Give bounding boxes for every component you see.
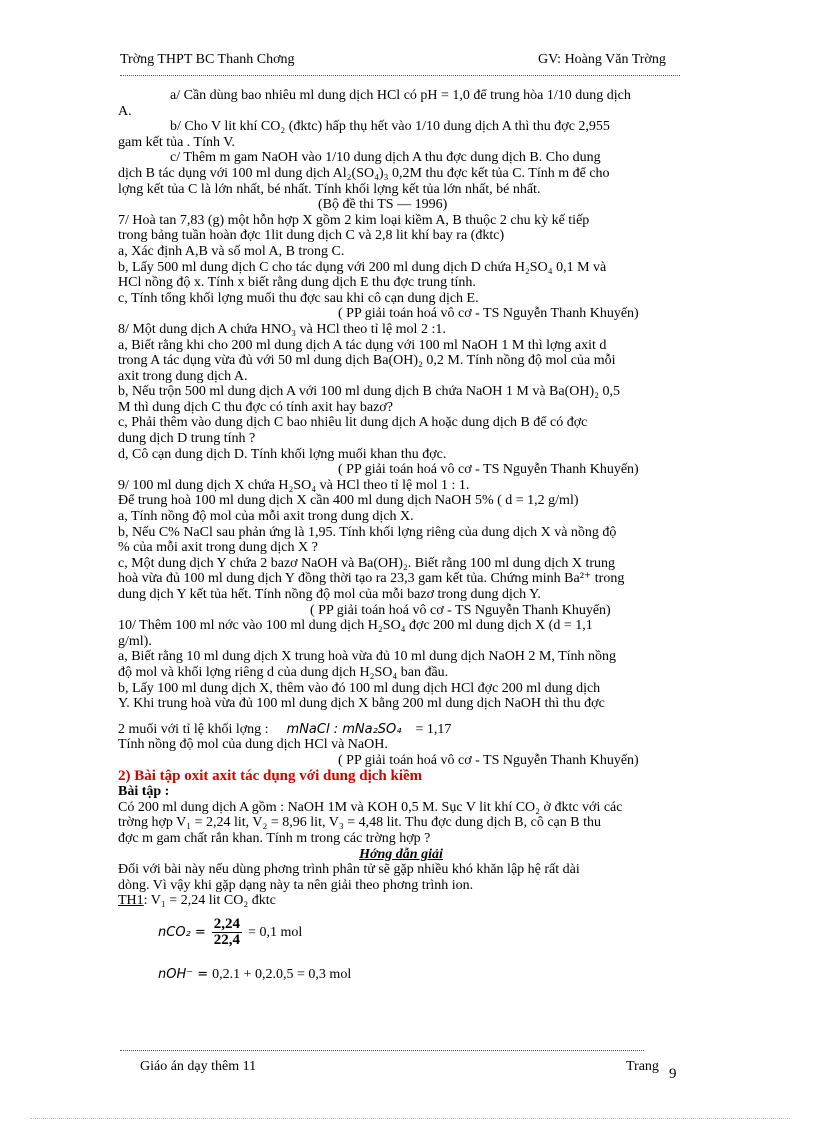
p7-source: ( PP giải toán hoá vô cơ - TS Nguyễn Thanh Khuyến) [338, 306, 639, 322]
p8-c: c, Phải thêm vào dung dịch C bao nhiêu lit dung dịch A hoặc dung dịch B để có đợc [118, 415, 588, 431]
section-2-subtitle: Bài tập : [118, 784, 170, 800]
p8-l1: 8/ Một dung dịch A chứa HNO₃ và HCl theo tỉ lệ mol 2 :1. [118, 321, 446, 337]
page-bottom-edge [30, 1118, 790, 1119]
p8-c2: dung dịch D trung tính ? [118, 431, 256, 447]
formula-nco2-fraction [212, 917, 242, 949]
p9-a: a, Tính nồng độ mol của mỗi axit trong dung dịch X. [118, 509, 414, 525]
formula-noh [158, 967, 684, 983]
p10-ratio-value: = 1,17 [415, 721, 452, 737]
p6-a2: A. [118, 103, 132, 119]
footer-left: Giáo án dạy thêm 11 [140, 1059, 257, 1074]
th1-line [118, 893, 684, 909]
page-number: 9 [669, 1066, 677, 1082]
p7-l2: trong bảng tuần hoàn đợc 1lit dung dịch C và 2,8 lit khí bay ra (đktc) [118, 228, 505, 244]
formula-nco2-rhs: = 0,1 mol [248, 925, 303, 941]
p10-l1: 10/ Thêm 100 ml nớc vào 100 ml dung dịch H₂SO₄ đợc 200 ml dung dịch X (d = 1,1 [118, 618, 593, 634]
p6-c3: lợng kết tủa C là lớn nhất, bé nhất. Tính khối lợng kết tủa lớn nhất, bé nhất. [118, 181, 541, 197]
p6-a: a/ Cần dùng bao nhiêu ml dung dịch HCl có pH = 1,0 để trung hòa 1/10 dung dịch [170, 88, 631, 103]
p7-b: b, Lấy 500 ml dung dịch C cho tác dụng với 200 ml dung dịch D chứa H₂SO₄ 0,1 M và [118, 259, 607, 275]
p9-l2: Để trung hoà 100 ml dung dịch X cần 400 ml dung dịch NaOH 5% ( d = 1,2 g/ml) [118, 493, 579, 509]
p9-c2: hoà vừa đủ 100 ml dung dịch Y đồng thời tạo ra 23,3 gam kết tủa. Chứng minh Ba²⁺ trong [118, 571, 625, 587]
p9-b: b, Nếu C% NaCl sau phản ứng là 1,95. Tính khối lợng riêng của dung dịch X và nồng độ [118, 524, 617, 540]
p10-end: Tính nồng độ mol của dung dịch HCl và NaOH. [118, 737, 388, 753]
s2-l2: trờng hợp V₁ = 2,24 lit, V₂ = 8,96 lit, V₃ = 4,48 lit. Thu đợc dung dịch B, cô cạn B thu [118, 815, 601, 831]
p9-source: ( PP giải toán hoá vô cơ - TS Nguyễn Thanh Khuyến) [310, 602, 611, 618]
p7-c: c, Tính tổng khối lợng muối thu đợc sau khi cô cạn dung dịch E. [118, 290, 479, 306]
s2-l3: đợc m gam chất rắn khan. Tính m trong các trờng hợp ? [118, 830, 431, 846]
p6-source: (Bộ đề thi TS — 1996) [318, 197, 448, 213]
p8-a: a, Biết rằng khi cho 200 ml dung dịch A tác dụng với 100 ml NaOH 1 M thì lợng axit d [118, 337, 607, 353]
p8-b: b, Nếu trộn 500 ml dung dịch A với 100 ml dung dịch B chứa NaOH 1 M và Ba(OH)₂ 0,5 [118, 384, 621, 400]
formula-nco2 [158, 917, 684, 949]
p8-b2: M thì dung dịch C thu đợc có tính axit hay bazơ? [118, 399, 393, 415]
p10-ratio-line [118, 722, 684, 738]
formula-noh-lhs: nOH⁻ = [158, 967, 209, 983]
p10-b2: Y. Khi trung hoà vừa đủ 100 ml dung dịch X bằng 200 ml dung dịch NaOH thì thu đợc [118, 696, 605, 712]
header-school: Trờng THPT BC Thanh Chơng [120, 52, 295, 67]
p8-a3: axit trong dung dịch A. [118, 368, 248, 384]
formula-nco2-denominator: 22,4 [213, 932, 241, 949]
s2-g2: dòng. Vì vậy khi gặp dạng này ta nên giải theo phơng trình ion. [118, 877, 474, 893]
document-body [118, 88, 684, 983]
p8-a2: trong A tác dụng vừa đủ với 50 ml dung dịch Ba(OH)₂ 0,2 M. Tính nồng độ mol của mỗi [118, 353, 616, 369]
p7-l1: 7/ Hoà tan 7,83 (g) một hỗn hợp X gồm 2 kim loại kiềm A, B thuộc 2 chu kỳ kế tiếp [118, 212, 590, 228]
p10-source: ( PP giải toán hoá vô cơ - TS Nguyễn Thanh Khuyến) [338, 752, 639, 768]
formula-noh-rhs: 0,2.1 + 0,2.0,5 = 0,3 mol [212, 967, 352, 983]
s2-g1: Đối với bài này nếu dùng phơng trình phân tử sẽ gặp nhiều khó khăn lập hệ rất dài [118, 862, 580, 878]
p8-source: ( PP giải toán hoá vô cơ - TS Nguyễn Thanh Khuyến) [338, 462, 639, 478]
th1-label: TH1 [118, 893, 144, 909]
p6-b: b/ Cho V lit khí CO₂ (đktc) hấp thụ hết vào 1/10 dung dịch A thì thu đợc 2,955 [170, 119, 610, 135]
p9-c3: dung dịch Y kết tủa hết. Tính nồng độ mol của mỗi bazơ trong dung dịch Y. [118, 587, 541, 602]
header-teacher: GV: Hoàng Văn Trờng [538, 52, 666, 67]
header-divider [120, 75, 680, 76]
p10-a: a, Biết rằng 10 ml dung dịch X trung hoà vừa đủ 10 ml dung dịch NaOH 2 M, Tính nồng [118, 649, 617, 665]
p10-b: b, Lấy 100 ml dung dịch X, thêm vào đó 100 ml dung dịch HCl đợc 200 ml dung dịch [118, 680, 601, 696]
p10-l2: g/ml). [118, 633, 152, 649]
p10-a2: độ mol và khối lợng riêng d của dung dịch H₂SO₄ ban đầu. [118, 664, 449, 680]
p6-b2: gam kết tủa . Tính V. [118, 134, 236, 150]
footer-divider [120, 1050, 644, 1051]
formula-nco2-lhs: nCO₂ = [158, 925, 206, 941]
p9-l1: 9/ 100 ml dung dịch X chứa H₂SO₄ và HCl theo tỉ lệ mol 1 : 1. [118, 477, 470, 493]
p8-d: d, Cô cạn dung dịch D. Tính khối lợng muối khan thu đợc. [118, 446, 447, 462]
footer-right: Trang [626, 1059, 659, 1074]
th1-text: : V₁ = 2,24 lit CO₂ đktc [143, 893, 276, 909]
p7-b2: HCl nồng độ x. Tính x biết rằng dung dịch E thu đợc trung tính. [118, 275, 476, 291]
section-2-title: 2) Bài tập oxit axit tác dụng với dung dịch kiềm [118, 767, 423, 784]
p6-c: c/ Thêm m gam NaOH vào 1/10 dung dịch A thu đợc dung dịch B. Cho dung [170, 150, 601, 166]
p7-a: a, Xác định A,B và số mol A, B trong C. [118, 243, 345, 259]
guide-title: Hớng dẫn giải [359, 846, 443, 862]
p9-b2: % của mỗi axit trong dung dịch X ? [118, 540, 318, 556]
s2-l1: Có 200 ml dung dịch A gồm : NaOH 1M và KOH 0,5 M. Sục V lit khí CO₂ ở đktc với các [118, 799, 623, 815]
formula-nco2-numerator: 2,24 [213, 915, 241, 932]
p10-ratio-prefix: 2 muối với tỉ lệ khối lợng : [118, 721, 269, 737]
p10-ratio-formula: mNaCl : mNa₂SO₄ [286, 721, 402, 737]
p6-c2: dịch B tác dụng với 100 ml dung dịch Al₂(SO₄)₃ 0,2M thu đợc kết tủa C. Tính m để cho [118, 165, 610, 181]
p9-c: c, Một dung dịch Y chứa 2 bazơ NaOH và Ba(OH)₂. Biết rằng 100 ml dung dịch X trung [118, 555, 616, 571]
